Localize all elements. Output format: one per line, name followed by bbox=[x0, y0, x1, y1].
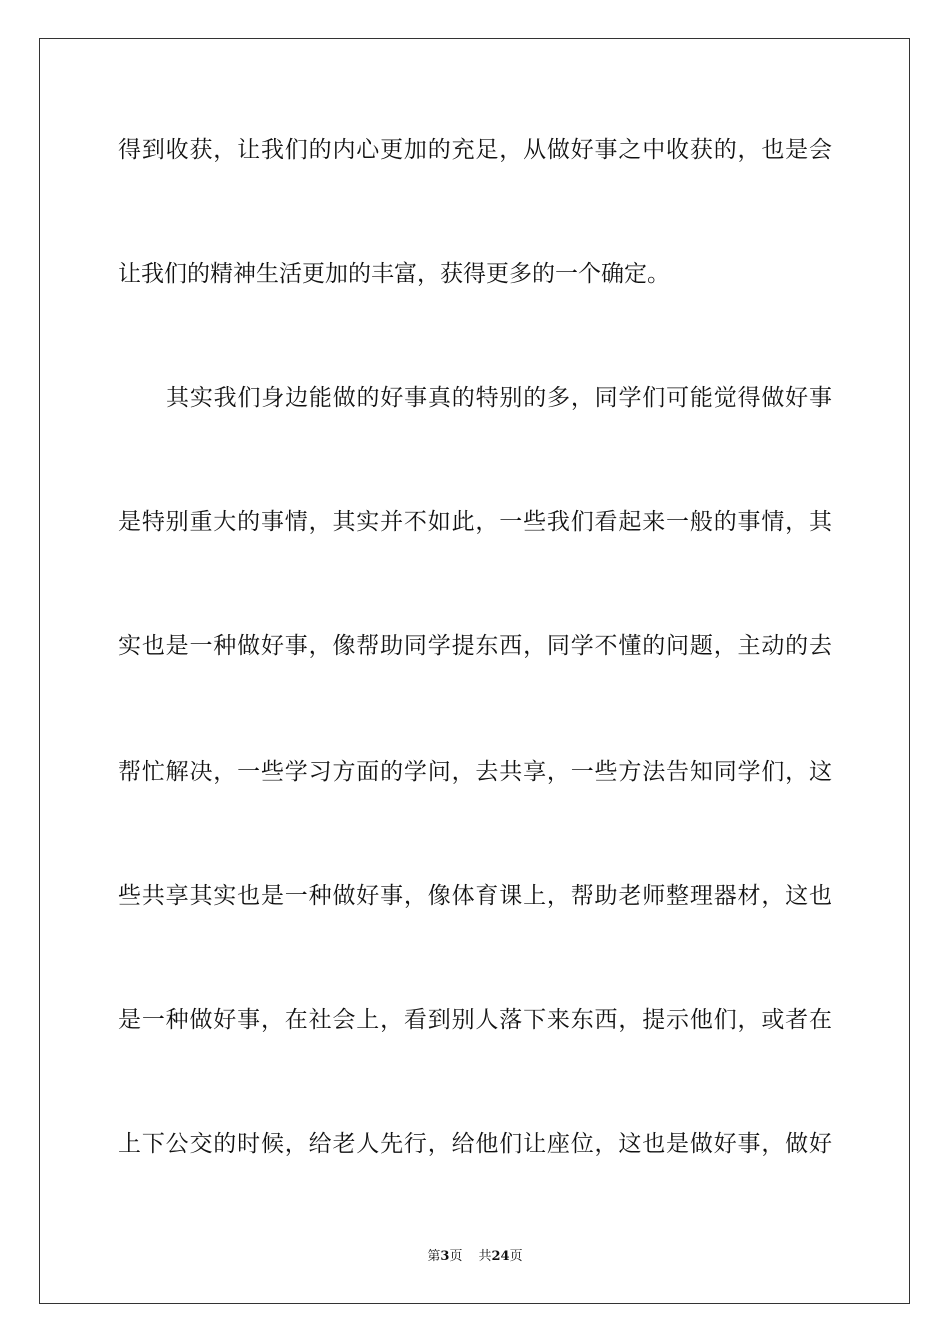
page-border bbox=[39, 38, 910, 1304]
page-footer bbox=[0, 1246, 950, 1268]
total-pages: 24 bbox=[491, 1249, 510, 1264]
text-line-2: 让我们的精神生活更加的丰富，获得更多的一个确定。 bbox=[118, 261, 670, 287]
text-line-9: 上下公交的时候，给老人先行，给他们让座位，这也是做好事，做好 bbox=[118, 1131, 832, 1157]
total-suffix: 页 bbox=[509, 1249, 523, 1264]
text-line-4: 是特别重大的事情，其实并不如此，一些我们看起来一般的事情，其 bbox=[118, 509, 832, 535]
text-line-6: 帮忙解决，一些学习方面的学问，去共享，一些方法告知同学们，这 bbox=[118, 759, 832, 785]
page-suffix: 页 bbox=[449, 1249, 463, 1264]
text-line-1: 得到收获，让我们的内心更加的充足，从做好事之中收获的，也是会 bbox=[118, 137, 832, 163]
total-prefix: 共 bbox=[478, 1249, 492, 1264]
text-line-3: 其实我们身边能做的好事真的特别的多，同学们可能觉得做好事 bbox=[166, 385, 832, 411]
page-prefix: 第 bbox=[427, 1249, 441, 1264]
text-line-7: 些共享其实也是一种做好事，像体育课上，帮助老师整理器材，这也 bbox=[118, 883, 832, 909]
text-line-5: 实也是一种做好事，像帮助同学提东西，同学不懂的问题，主动的去 bbox=[118, 633, 832, 659]
text-line-8: 是一种做好事，在社会上，看到别人落下来东西，提示他们，或者在 bbox=[118, 1007, 832, 1033]
page-number: 3 bbox=[440, 1249, 450, 1264]
